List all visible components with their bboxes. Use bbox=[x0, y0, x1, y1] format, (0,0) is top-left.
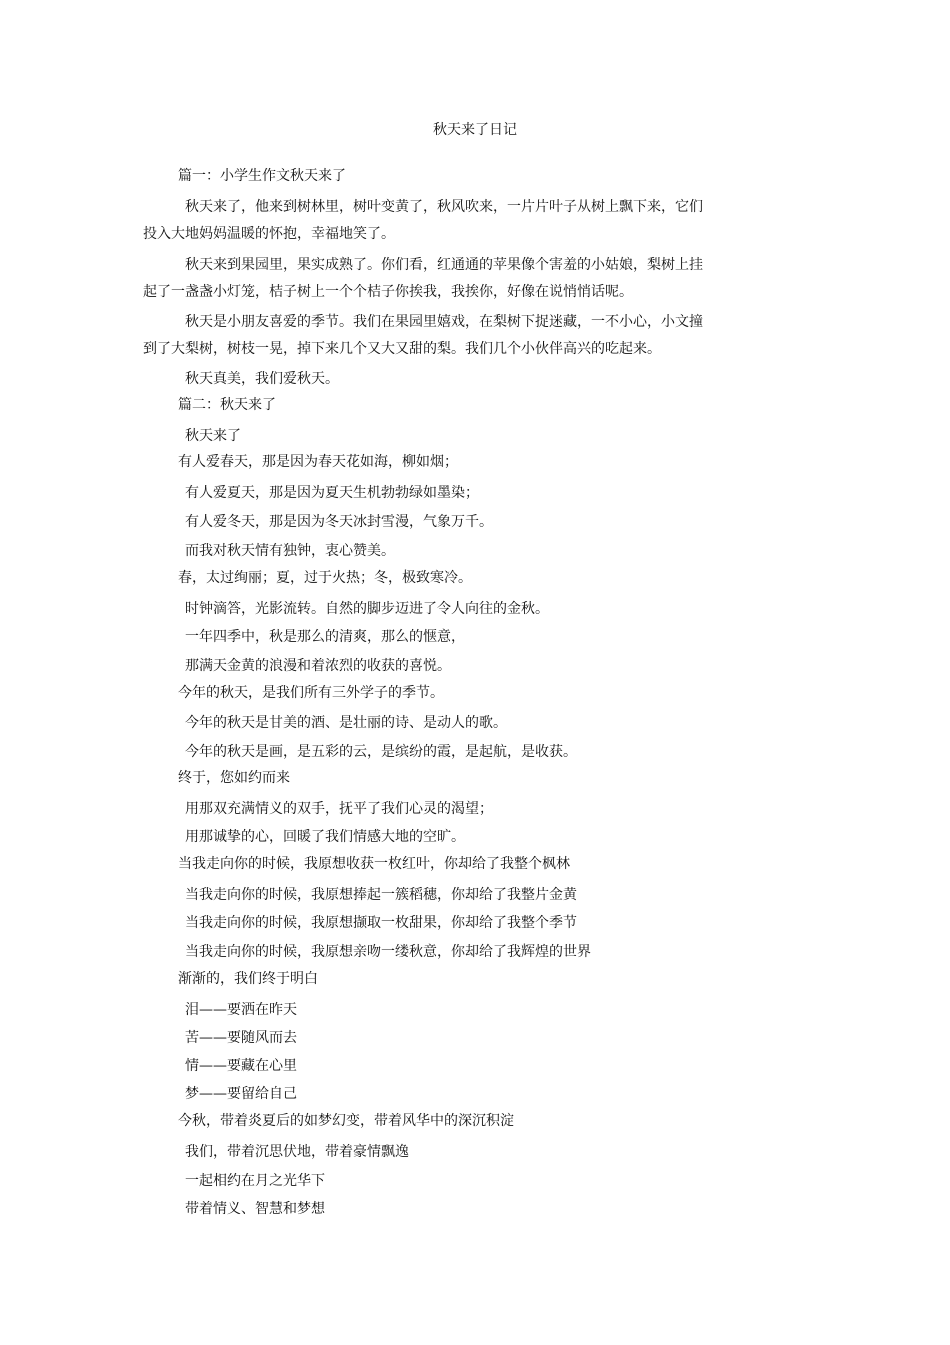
poem-line: 今年的秋天，是我们所有三外学子的季节。 bbox=[178, 685, 444, 701]
section-1-paragraph-2-line-2: 起了一盏盏小灯笼，桔子树上一个个桔子你挨我，我挨你，好像在说悄悄话呢。 bbox=[143, 284, 633, 300]
section-1-paragraph-1-line-1: 秋天来了，他来到树林里，树叶变黄了，秋风吹来，一片片叶子从树上飘下来，它们 bbox=[185, 199, 703, 215]
poem-line: 泪——要洒在昨天 bbox=[185, 1002, 297, 1018]
poem-line: 情——要藏在心里 bbox=[185, 1058, 297, 1074]
poem-line: 秋天来了 bbox=[185, 428, 241, 444]
poem-line: 今秋，带着炎夏后的如梦幻变，带着风华中的深沉积淀 bbox=[178, 1113, 514, 1129]
poem-line: 用那双充满情义的双手，抚平了我们心灵的渴望； bbox=[185, 801, 493, 817]
poem-line: 终于，您如约而来 bbox=[178, 770, 290, 786]
poem-line: 当我走向你的时候，我原想捧起一簇稻穗，你却给了我整片金黄 bbox=[185, 887, 577, 903]
poem-line: 当我走向你的时候，我原想撷取一枚甜果，你却给了我整个季节 bbox=[185, 915, 577, 931]
poem-line: 当我走向你的时候，我原想亲吻一缕秋意，你却给了我辉煌的世界 bbox=[185, 944, 591, 960]
poem-line: 那满天金黄的浪漫和着浓烈的收获的喜悦。 bbox=[185, 658, 451, 674]
poem-line: 当我走向你的时候，我原想收获一枚红叶，你却给了我整个枫林 bbox=[178, 856, 570, 872]
poem-line: 梦——要留给自己 bbox=[185, 1086, 297, 1102]
section-1-paragraph-2-line-1: 秋天来到果园里，果实成熟了。你们看，红通通的苹果像个害羞的小姑娘，梨树上挂 bbox=[185, 257, 703, 273]
section-1-paragraph-3-line-1: 秋天是小朋友喜爱的季节。我们在果园里嬉戏，在梨树下捉迷藏，一不小心，小文撞 bbox=[185, 314, 703, 330]
poem-line: 用那诚挚的心，回暖了我们情感大地的空旷。 bbox=[185, 829, 465, 845]
poem-line: 有人爱夏天，那是因为夏天生机勃勃绿如墨染； bbox=[185, 485, 479, 501]
poem-line: 时钟滴答，光影流转。自然的脚步迈进了令人向往的金秋。 bbox=[185, 601, 549, 617]
poem-line: 有人爱冬天，那是因为冬天冰封雪漫，气象万千。 bbox=[185, 514, 493, 530]
poem-line: 一起相约在月之光华下 bbox=[185, 1173, 325, 1189]
section-1-heading: 篇一：小学生作文秋天来了 bbox=[178, 168, 346, 184]
poem-line: 苦——要随风而去 bbox=[185, 1030, 297, 1046]
poem-line: 我们，带着沉思伏地，带着豪情飘逸 bbox=[185, 1144, 409, 1160]
poem-line: 带着情义、智慧和梦想 bbox=[185, 1201, 325, 1217]
section-1-paragraph-1-line-2: 投入大地妈妈温暖的怀抱，幸福地笑了。 bbox=[143, 226, 395, 242]
poem-line: 而我对秋天情有独钟，衷心赞美。 bbox=[185, 543, 395, 559]
section-1-paragraph-4: 秋天真美，我们爱秋天。 bbox=[185, 371, 339, 387]
poem-line: 今年的秋天是画，是五彩的云，是缤纷的霞，是起航，是收获。 bbox=[185, 744, 577, 760]
section-1-paragraph-3-line-2: 到了大梨树，树枝一晃，掉下来几个又大又甜的梨。我们几个小伙伴高兴的吃起来。 bbox=[143, 341, 661, 357]
poem-line: 有人爱春天，那是因为春天花如海，柳如烟； bbox=[178, 454, 458, 470]
section-2-heading: 篇二：秋天来了 bbox=[178, 397, 276, 413]
document-title: 秋天来了日记 bbox=[433, 122, 517, 138]
poem-line: 今年的秋天是甘美的酒、是壮丽的诗、是动人的歌。 bbox=[185, 715, 507, 731]
poem-line: 春，太过绚丽；夏，过于火热；冬，极致寒冷。 bbox=[178, 570, 472, 586]
poem-line: 一年四季中，秋是那么的清爽，那么的惬意， bbox=[185, 629, 465, 645]
poem-line: 渐渐的，我们终于明白 bbox=[178, 971, 318, 987]
